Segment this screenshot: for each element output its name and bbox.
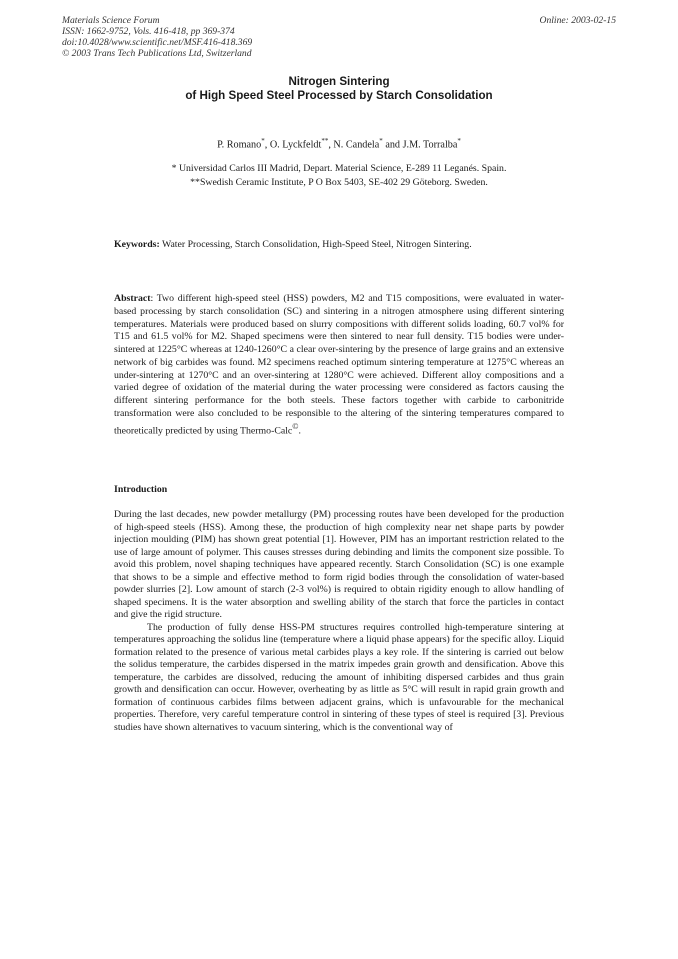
issn-line: ISSN: 1662-9752, Vols. 416-418, pp 369-374 [62, 26, 235, 37]
keywords-label: Keywords: [114, 239, 160, 250]
author-2-mark: ** [321, 137, 329, 145]
online-date: Online: 2003-02-15 [539, 15, 616, 26]
affiliation-2: **Swedish Ceramic Institute, P O Box 5403, SE-402 29 Göteborg. Sweden. [190, 177, 488, 188]
author-list [0, 137, 678, 150]
author-1-mark: * [261, 137, 265, 145]
keywords-text: Water Processing, Starch Consolidation, High-Speed Steel, Nitrogen Sintering. [159, 239, 472, 250]
title-line-2: of High Speed Steel Processed by Starch Consolidation [185, 89, 493, 102]
abstract-text: : Two different high-speed steel (HSS) powders, M2 and T15 compositions, were evaluated in water-based processing by starch consolidation (SC) and sintering in a nitrogen atmosphere using different sintering temperatures. Materials were produced based on slurry compositions with different solids loading, 60.7 vol% for T15 and 61.5 vol% for M2. Shaped specimens were then sintered to near full density. T15 bodies were under-sintered at 1225°C whereas at 1240-1260°C a clear over-sintering by the presence of large grains and an extensive network of big carbides was found. M2 specimens reached optimum sintering temperature at 1275°C whereas an under-sintering at 1270°C and an over-sintering at 1280°C were achieved. Different alloy compositions and a varied degree of oxidation of the material during the water processing were considered as factors causing the different sintering performance for the both steels. These factors together with carbide to carbonitride transformation were also concluded to be responsible to the altering of the sintering temperatures compared to theoretically predicted by using Thermo-Calc [114, 293, 564, 436]
author-3-mark: * [379, 137, 383, 145]
introduction-body [114, 509, 564, 734]
copyright-line: © 2003 Trans Tech Publications Ltd, Switzerland [62, 48, 252, 59]
paper-title [0, 75, 678, 103]
affiliation-1: * Universidad Carlos III Madrid, Depart. Material Science, E-289 11 Leganés. Spain. [171, 163, 507, 174]
author-4-mark: * [457, 137, 461, 145]
journal-name: Materials Science Forum [62, 15, 160, 26]
author-4: and J.M. Torralba [382, 139, 458, 151]
author-1: P. Romano [217, 139, 262, 151]
abstract-label: Abstract [114, 293, 151, 304]
author-2: , O. Lyckfeldt [264, 139, 322, 151]
author-3: , N. Candela [328, 139, 380, 151]
intro-paragraph-2: The production of fully dense HSS-PM structures requires controlled high-temperature sintering at temperatures approaching the solidus line (temperature where a liquid phase appears) for the specific alloy. Liquid formation related to the presence of various metal carbides plays a key role. If the sintering is carried out below the solidus temperature, the carbides dispersed in the matrix impedes grain growth and densification. Above this temperature, the carbides are dissolved, reducing the amount of inhibiting dispersed carbides and thus grain growth and densification can occur. However, overheating by as little as 5°C will result in rapid grain growth and formation of continuous carbides films between adjacent grains, which is unfavourable for the mechanical properties. Therefore, very careful temperature control in sintering of these types of steel is required [3]. Previous studies have shown alternatives to vacuum sintering, which is the conventional way of [114, 621, 564, 733]
doi-line: doi:10.4028/www.scientific.net/MSF.416-418.369 [62, 37, 253, 48]
keywords [114, 239, 564, 250]
abstract-copyright-mark: © [292, 421, 299, 431]
abstract [114, 293, 564, 438]
affiliations [0, 162, 678, 190]
introduction-heading: Introduction [114, 484, 168, 495]
running-header [62, 15, 616, 59]
abstract-end: . [298, 424, 301, 436]
title-line-1: Nitrogen Sintering [288, 75, 390, 88]
intro-paragraph-1: During the last decades, new powder metallurgy (PM) processing routes have been developed for the production of high-speed steels (HSS). Among these, the production of high complexity near net shape parts by powder injection moulding (PIM) has shown great potential [1]. However, PIM has an important restriction related to the use of large amount of polymer. This causes stresses during debinding and limits the component size possible. To avoid this problem, novel shaping techniques have appeared recently. Starch Consolidation (SC) is one example that shows to be a simple and effective method to form rigid bodies through the consolidation of water-based powder slurries [2]. Low amount of starch (2-3 vol%) is required to obtain rigidity enough to allow handling of shaped specimens. It is the water absorption and swelling ability of the starch that force the particles in contact and give the rigid structure. [114, 509, 564, 620]
